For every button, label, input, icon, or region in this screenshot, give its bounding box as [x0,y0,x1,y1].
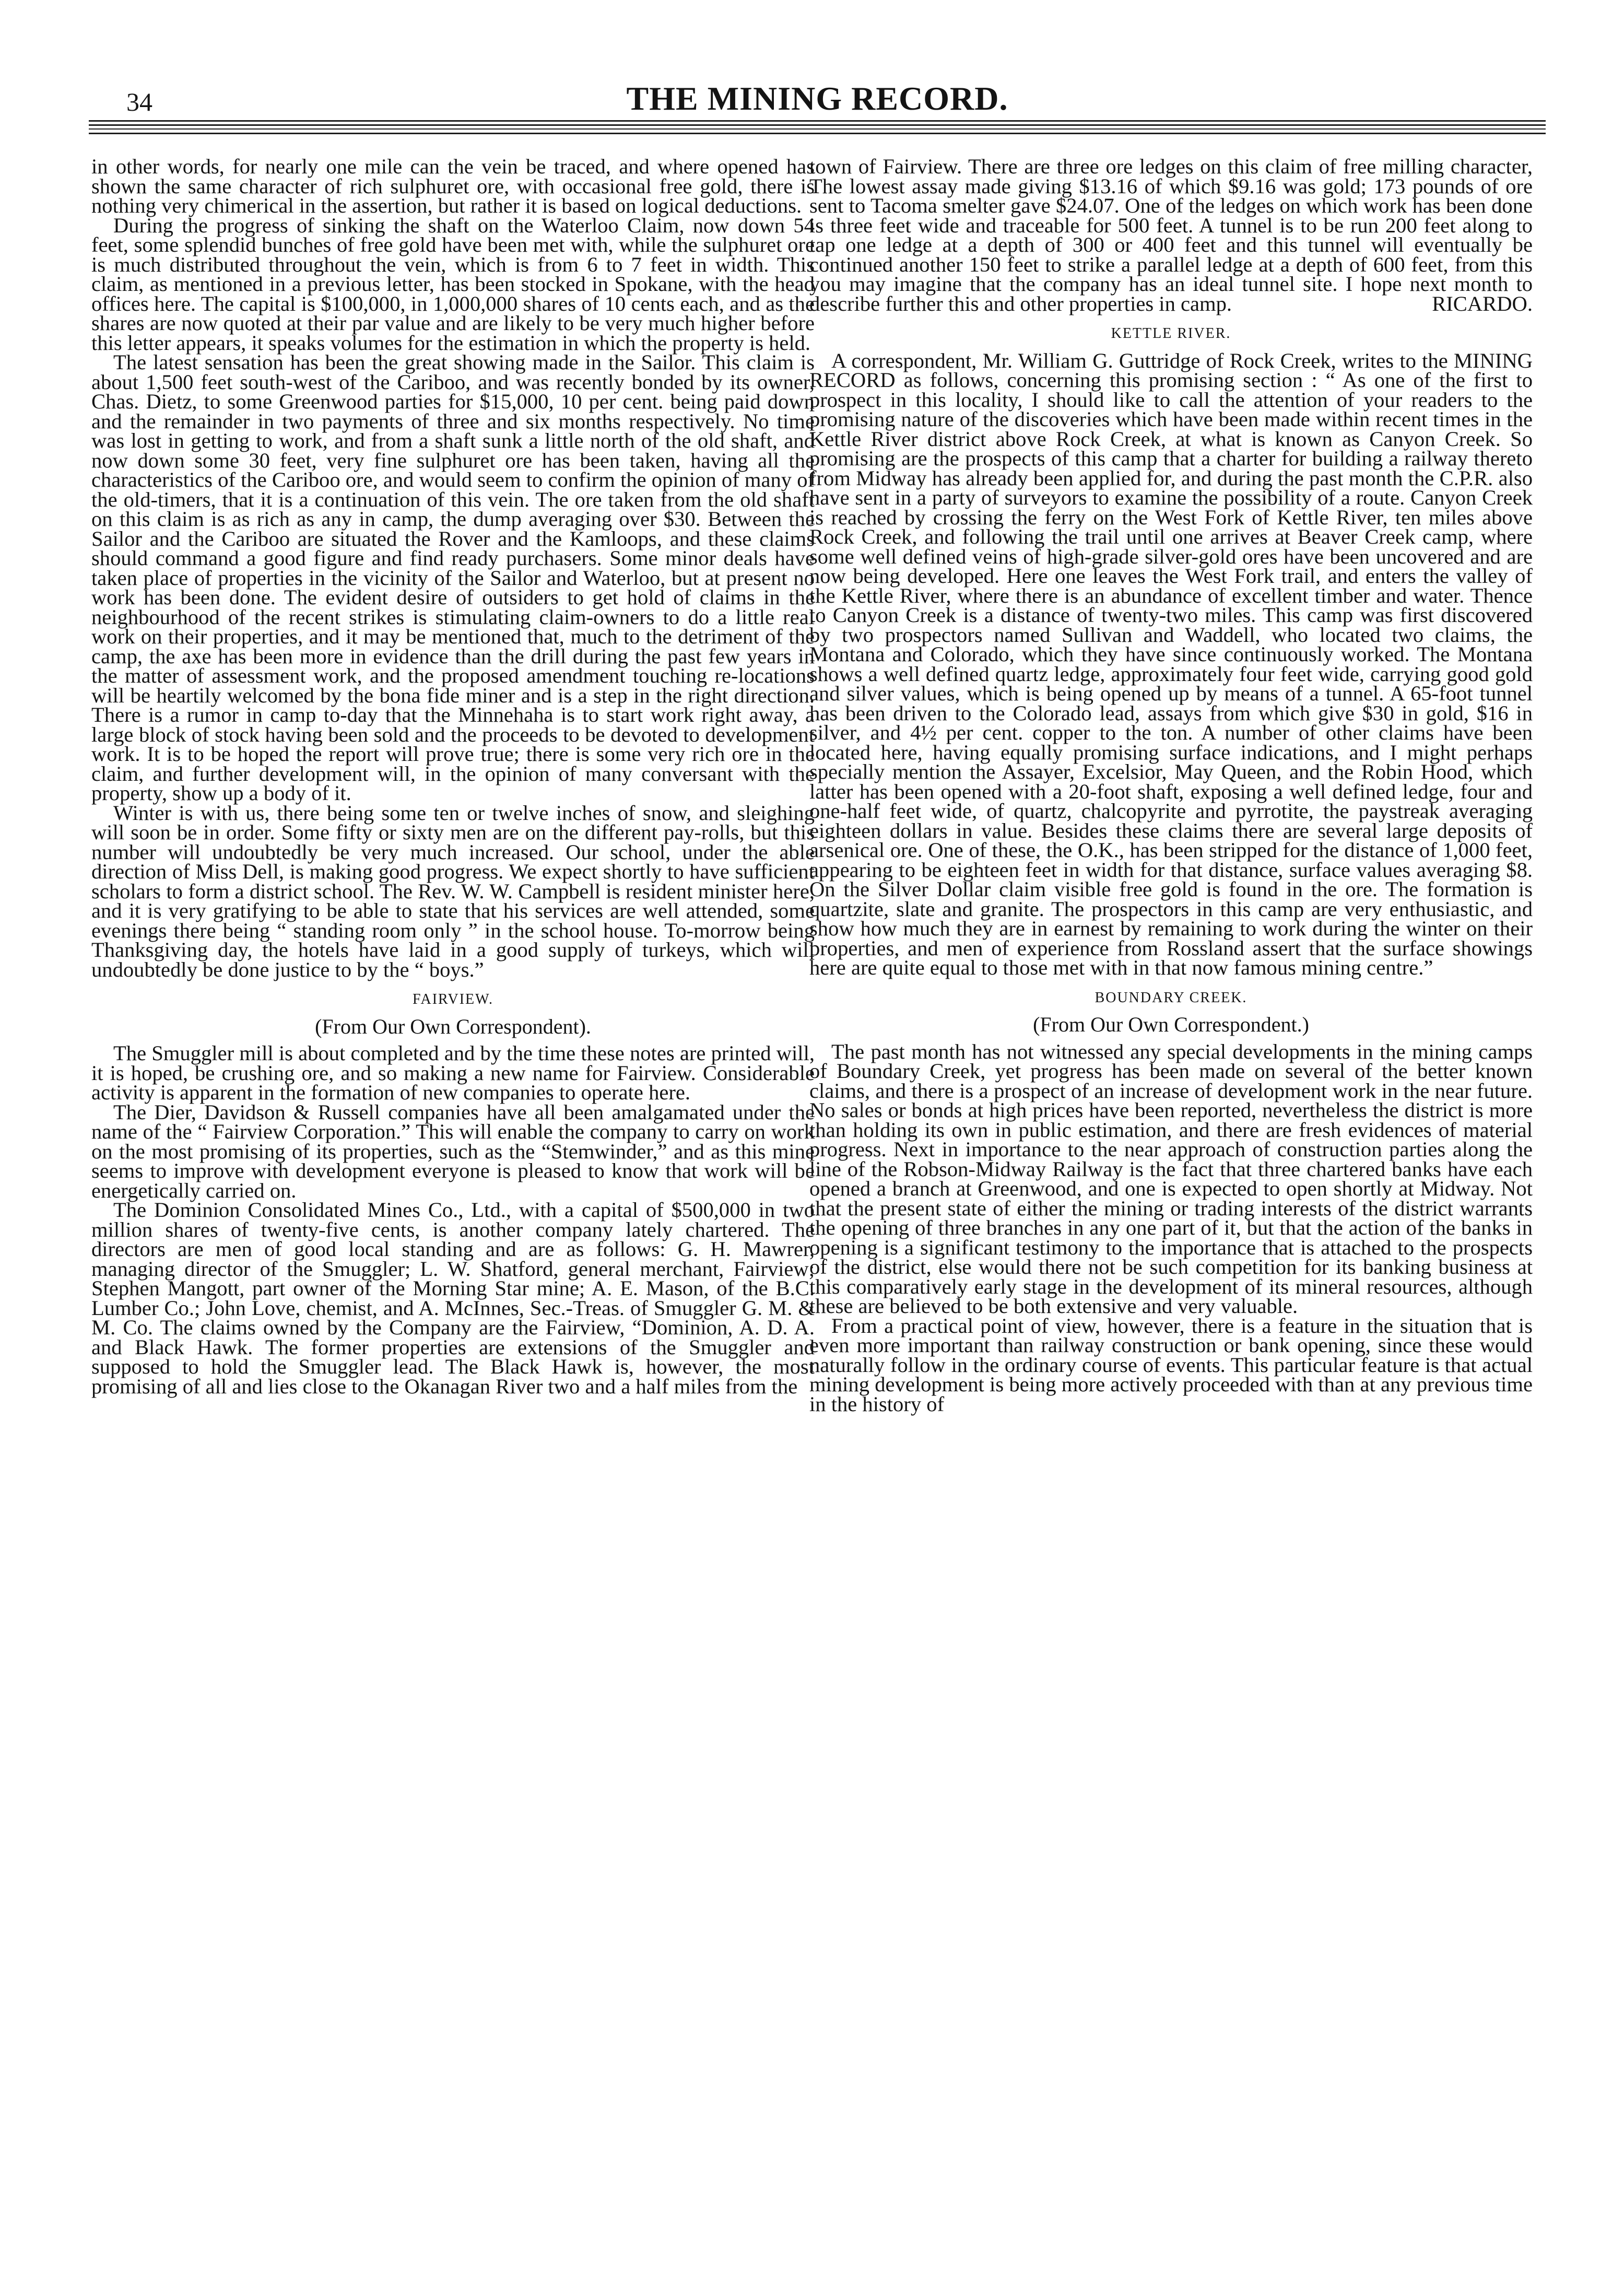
header-rule-top [89,120,1546,122]
header-rule-bottom [89,133,1546,134]
paragraph: in other words, for nearly one mile can the vein be traced, and where opened has shown the same character of rich sulphuret ore, with occasional free gold, there is nothing very chimerical in the assertion, but rather it is based on logical deductions. [91,155,815,217]
section-heading-boundary-creek: BOUNDARY CREEK. [1095,989,1248,1006]
left-column [91,157,815,1396]
section-subheading: (From Our Own Correspondent.) [1033,1013,1309,1036]
right-column [809,157,1533,1414]
paragraph: During the progress of sinking the shaft on the Waterloo Claim, now down 54 feet, some splendid bunches of free gold have been met with, while the sulphuret ore is much distributed throughout the vein, which is from 6 to 7 feet in width. This claim, as mentioned in a previous letter, has been stocked in Spokane, with the head offices here. The capital is $100,000, in 1,000,000 shares of 10 cents each, and as the shares are now quoted at their par value and are likely to be very much higher before this letter appears, it speaks volumes for the estimation in which the property is held. [91,213,815,355]
page-header [89,79,1546,132]
section-heading-fairview: FAIRVIEW. [413,991,493,1007]
header-rule-double [89,124,1546,130]
paragraph: The latest sensation has been the great showing made in the Sailor. This claim is about 1,500 feet south-west of the Cariboo, and was recently bonded by its owner, Chas. Dietz, to some Greenwood parties for $15,000, 10 per cent. being paid down and the remainder in two payments of three and six months respectively. No time was lost in getting to work, and from a shaft sunk a little north of the old shaft, and now down some 30 feet, very fine sulphuret ore has been taken, having all the characteristics of the Cariboo ore, and would seem to confirm the opinion of many of the old-timers, that it is a continuation of this vein. The ore taken from the old shaft on this claim is as rich as any in camp, the dump averaging over $30. Between the Sailor and the Cariboo are situated the Rover and the Kamloops, and these claims should command a good figure and find ready purchasers. Some minor deals have taken place of properties in the vicinity of the Sailor and Waterloo, but at present no work has been done. The evident desire of outsiders to get hold of claims in the neighbourhood of the recent strikes is stimulating claim-owners to do a little real work on their properties, and it may be mentioned that, much to the detriment of the camp, the axe has been more in evidence than the drill during the past few years in the matter of assessment work, and the proposed amendment touching re-locations will be heartily welcomed by the bona fide miner and is a step in the right direction. There is a rumor in camp to-day that the Minnehaha is to start work right away, a large block of stock having been sold and the proceeds to be devoted to development work. It is to be hoped the report will prove true; there is some very rich ore in the claim, and further development will, in the opinion of many conversant with the property, show up a body of it. [91,350,815,805]
page-number: 34 [126,87,152,116]
paragraph: Winter is with us, there being some ten or twelve inches of snow, and sleighing will soon be in order. Some fifty or sixty men are on the different pay-rolls, but this number will undoubtedly be very much increased. Our school, under the able direction of Miss Dell, is making good progress. We expect shortly to have sufficient scholars to form a district school. The Rev. W. W. Campbell is resident minister here, and it is very gratifying to be able to state that his services are well attended, some evenings there being “ standing room only ” in the school house. To-morrow being Thanksgiving day, the hotels have laid in a good supply of turkeys, which will undoubtedly be done justice to by the “ boys.” [91,801,815,981]
paragraph: The Dominion Consolidated Mines Co., Ltd., with a capital of $500,000 in two million shares of twenty-five cents, is another company lately chartered. The directors are men of good local standing and are as follows: G. H. Mawrer, managing director of the Smuggler; L. W. Shatford, general merchant, Fairview; Stephen Mangott, part owner of the Morning Star mine; A. E. Mason, of the B.C. Lumber Co.; John Love, chemist, and A. McInnes, Sec.-Treas. of Smuggler G. M. & M. Co. The claims owned by the Company are the Fairview, “Dominion, A. D. A. and Black Hawk. The former properties are extensions of the Smuggler and supposed to hold the Smuggler lead. The Black Hawk is, however, the most promising of all and lies close to the Okanagan River two and a half miles from the [91,1198,815,1398]
paragraph: From a practical point of view, however, there is a feature in the situation that is even more important than railway construction or bank opening, since these would naturally follow in the ordinary course of events. This particular feature is that actual mining development is being more actively proceeded with than at any previous time in the history of [809,1313,1533,1416]
section-heading-kettle-river: KETTLE RIVER. [1111,325,1231,342]
author-signature: RICARDO. [1432,291,1533,315]
paragraph: A correspondent, Mr. William G. Guttridge of Rock Creek, writes to the MINING RECORD as follows, concerning this promising section : “ As one of the first to prospect in this locality, I should like to call the attention of your readers to the promising nature of the discoveries which have been made within recent times in the Kettle River district above Rock Creek, at what is known as Canyon Creek. So promising are the prospects of this camp that a charter for building a railway thereto from Midway has already been applied for, and during the past month the C.P.R. also have sent in a party of surveyors to examine the possibility of a route. Canyon Creek is reached by crossing the ferry on the West Fork of Kettle River, ten miles above Rock Creek, and following the trail until one arrives at Beaver Creek camp, where some well defined veins of high-grade silver-gold ores have been uncovered and are now being developed. Here one leaves the West Fork trail, and enters the valley of the Kettle River, where there is an abundance of excellent timber and water. Thence to Canyon Creek is a distance of twenty-two miles. This camp was first discovered by two prospectors named Sullivan and Waddell, who located two claims, the Montana and Colorado, which they have since continuously worked. The Montana shows a well defined quartz ledge, approximately four feet wide, carrying good gold and silver values, which is being opened up by means of a tunnel. A 65-foot tunnel has been driven to the Colorado lead, assays from which give $30 in gold, $16 in silver, and 4½ per cent. copper to the ton. A number of other claims have been located here, having equally promising surface indications, and I might perhaps specially mention the Assayer, Excelsior, May Queen, and the Robin Hood, which latter has been opened with a 20-foot shaft, exposing a well defined ledge, four and one-half feet wide, of quartz, chalcopyrite and pyrrotite, the paystreak averaging eighteen dollars in value. Besides these claims there are several large deposits of arsenical ore. One of these, the O.K., has been stripped for the distance of 1,000 feet, appearing to be eighteen feet in width for that distance, surface values averaging $8. On the Silver Dollar claim visible free gold is found in the ore. The formation is quartzite, slate and granite. The prospectors in this camp are very enthusiastic, and show how much they are in earnest by remaining to work during the winter on their properties, and men of experience from Rossland assert that the surface showings here are quite equal to those met with in that now famous mining centre.” [809,348,1533,979]
paragraph [809,157,1533,313]
paragraph: The past month has not witnessed any special developments in the mining camps of Boundary Creek, yet progress has been made on several of the better known claims, and there is a prospect of an increase of development work in the near future. No sales or bonds at high prices have been reported, nevertheless the district is more than holding its own in public estimation, and there are fresh evidences of material progress. Next in importance to the near approach of construction parties along the line of the Robson-Midway Railway is the fact that three chartered banks have each opened a branch at Greenwood, and one is expected to open shortly at Midway. Not that the present state of either the mining or trading interests of the district warrants the opening of three branches in any one part of it, but that the action of the banks in opening is a significant testimony to the importance that is attached to the prospects of the district, else would there not be such competition for its banking business at this comparatively early stage in the development of its mineral resources, although these are believed to be both extensive and very valuable. [809,1039,1533,1318]
paragraph-text: town of Fairview. There are three ore ledges on this claim of free milling character, The lowest assay made giving $13.16 of which $9.16 was gold; 173 pounds of ore sent to Tacoma smelter gave $24.07. One of the ledges on which work has been done is three feet wide and traceable for 500 feet. A tunnel is to be run 200 feet along to tap one ledge at a depth of 300 or 400 feet and this tunnel will eventually be continued another 150 feet to strike a parallel ledge at a depth of 600 feet, from this you may imagine that the company has an ideal tunnel site. I hope next month to describe further this and other properties in camp. [809,155,1533,315]
paragraph: The Smuggler mill is about completed and by the time these notes are printed will, it is hoped, be crushing ore, and so making a new name for Fairview. Considerable activity is apparent in the formation of new companies to operate here. [91,1041,815,1104]
paragraph: The Dier, Davidson & Russell companies have all been amalgamated under the name of the “ Fairview Corporation.” This will enable the company to carry on work on the most promising of its properties, such as the “Stemwinder,” and as this mine seems to improve with development everyone is pleased to know that work will be energetically carried on. [91,1100,815,1202]
section-subheading: (From Our Own Correspondent). [315,1014,591,1038]
journal-title: THE MINING RECORD. [626,80,1008,117]
